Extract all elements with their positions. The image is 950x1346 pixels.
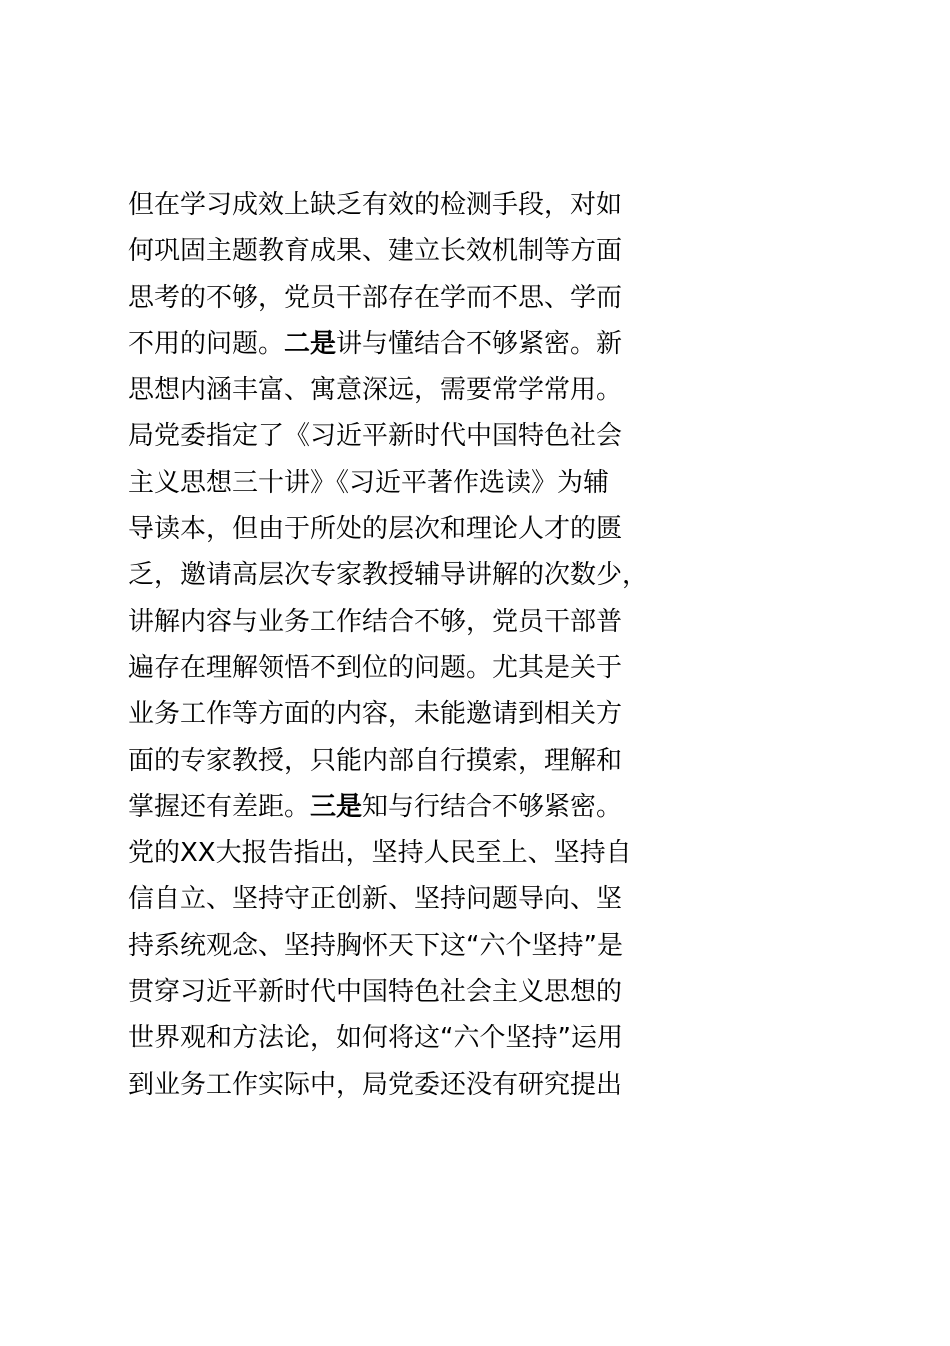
text-line bbox=[128, 275, 868, 321]
text-segment: 何巩固主题教育成果、建立长效机制等方面 bbox=[128, 236, 623, 267]
text-segment: 思想内涵丰富、寓意深远，需要常学常用。 bbox=[128, 375, 623, 406]
text-line bbox=[128, 645, 868, 691]
text-segment: 局党委指定了《习近平新时代中国特色社会 bbox=[128, 421, 623, 452]
text-line bbox=[128, 228, 868, 274]
text-segment: 业务工作等方面的内容，未能邀请到相关方 bbox=[128, 699, 623, 730]
text-line bbox=[128, 321, 868, 367]
text-segment: 掌握还有差距。 bbox=[128, 791, 311, 822]
text-segment: 贯穿习近平新时代中国特色社会主义思想的 bbox=[128, 977, 623, 1008]
body-text bbox=[128, 182, 868, 1108]
text-segment: 持系统观念、坚持胸怀天下这“六个坚持”是 bbox=[128, 930, 623, 961]
text-segment: 世界观和方法论，如何将这“六个坚持”运用 bbox=[128, 1023, 623, 1054]
text-line bbox=[128, 691, 868, 737]
text-segment: 但在学习成效上缺乏有效的检测手段，对如 bbox=[128, 190, 623, 220]
text-line bbox=[128, 738, 868, 784]
text-segment: 导读本，但由于所处的层次和理论人才的匮 bbox=[128, 514, 623, 545]
text-segment: 到业务工作实际中，局党委还没有研究提出 bbox=[128, 1069, 623, 1100]
text-segment: 信自立、坚持守正创新、坚持问题导向、坚 bbox=[128, 884, 623, 915]
text-segment: 讲与懂结合不够紧密。新 bbox=[336, 328, 623, 359]
text-segment: 主义思想三十讲》《习近平著作选读》为辅 bbox=[128, 467, 610, 498]
text-segment: 面的专家教授，只能内部自行摸索，理解和 bbox=[128, 745, 623, 776]
text-segment: 不用的问题。 bbox=[128, 328, 285, 359]
bold-heading-text: 三是 bbox=[310, 791, 363, 822]
text-line bbox=[128, 506, 868, 552]
text-segment: 乏，邀请高层次专家教授辅导讲解的次数少， bbox=[128, 560, 649, 591]
text-line bbox=[128, 1062, 868, 1108]
text-segment: 思考的不够，党员干部存在学而不思、学而 bbox=[128, 282, 623, 313]
text-line bbox=[128, 784, 868, 830]
text-line bbox=[128, 182, 868, 228]
text-line bbox=[128, 413, 868, 459]
text-line bbox=[128, 923, 868, 969]
text-line bbox=[128, 460, 868, 506]
text-segment: 知与行结合不够紧密。 bbox=[362, 791, 623, 822]
text-line bbox=[128, 830, 868, 876]
text-line bbox=[128, 367, 868, 413]
text-line bbox=[128, 599, 868, 645]
text-segment: 讲解内容与业务工作结合不够，党员干部普 bbox=[128, 606, 623, 637]
text-segment: 党的XX大报告指出，坚持人民至上、坚持自 bbox=[128, 838, 632, 869]
text-line bbox=[128, 969, 868, 1015]
text-line bbox=[128, 552, 868, 598]
text-line bbox=[128, 1015, 868, 1061]
text-segment: 遍存在理解领悟不到位的问题。尤其是关于 bbox=[128, 652, 623, 683]
bold-heading-text: 二是 bbox=[284, 328, 337, 359]
text-line bbox=[128, 876, 868, 922]
